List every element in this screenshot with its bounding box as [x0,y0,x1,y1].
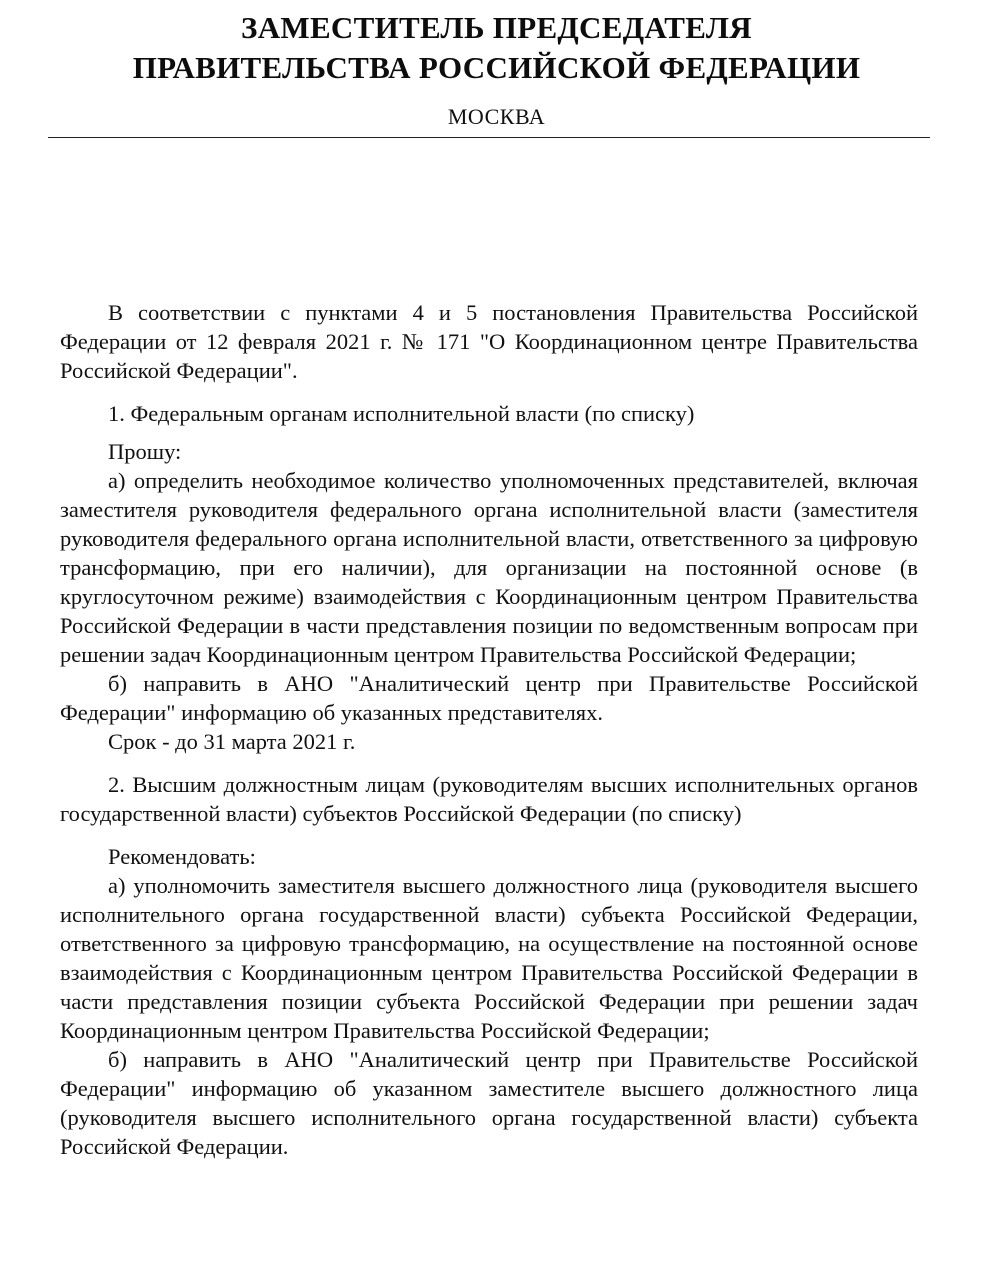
intro-paragraph: В соответствии с пунктами 4 и 5 постановления Правительства Российской Федерации от 12 февраля 2021 г. № 171 "О Координационном центре Правительства Российской Федерации". [60,300,918,383]
section-1-item-b: б) направить в АНО "Аналитический центр при Правительстве Российской Федерации" информацию об указанных представителях. [60,671,918,725]
section-2-item-b: б) направить в АНО "Аналитический центр при Правительстве Российской Федерации" информацию об указанном заместителе высшего должностного лица (руководителя высшего исполнительного органа государственной власти) субъекта Российской Федерации. [60,1047,918,1159]
letter-body [60,298,918,1161]
letterhead-divider [48,137,930,138]
section-2-item-a: а) уполномочить заместителя высшего должностного лица (руководителя высшего исполнительного органа государственной власти) субъекта Российской Федерации, ответственного за цифровую трансформацию, на осуществление на постоянной основе взаимодействия с Координационным центром Правительства Российской Федерации в части представления позиции субъекта Российской Федерации при решении задач Координационным центром Правительства Российской Федерации; [60,873,918,1043]
section-1-heading: 1. Федеральным органам исполнительной власти (по списку) [108,401,695,426]
letterhead [0,8,993,88]
section-2-heading: 2. Высшим должностным лицам (руководителям высших исполнительных органов государственной власти) субъектов Российской Федерации (по списку) [60,772,918,826]
letterhead-title-line-2: ПРАВИТЕЛЬСТВА РОССИЙСКОЙ ФЕДЕРАЦИИ [132,50,861,85]
section-1-item-a: а) определить необходимое количество уполномоченных представителей, включая заместителя руководителя федерального органа исполнительной власти (заместителя руководителя федерального органа исполнительной власти, ответственного за цифровую трансформацию, при его наличии), для организации на постоянной основе (в круглосуточном режиме) взаимодействия с Координационным центром Правительства Российской Федерации в части представления позиции по ведомственным вопросам при решении задач Координационным центром Правительства Российской Федерации; [60,468,918,667]
section-1-request: Прошу: [108,439,182,464]
letterhead-city: МОСКВА [447,104,546,129]
section-2-request: Рекомендовать: [108,844,256,869]
section-1-deadline: Срок - до 31 марта 2021 г. [108,729,356,754]
letterhead-title-line-1: ЗАМЕСТИТЕЛЬ ПРЕДСЕДАТЕЛЯ [241,10,752,45]
